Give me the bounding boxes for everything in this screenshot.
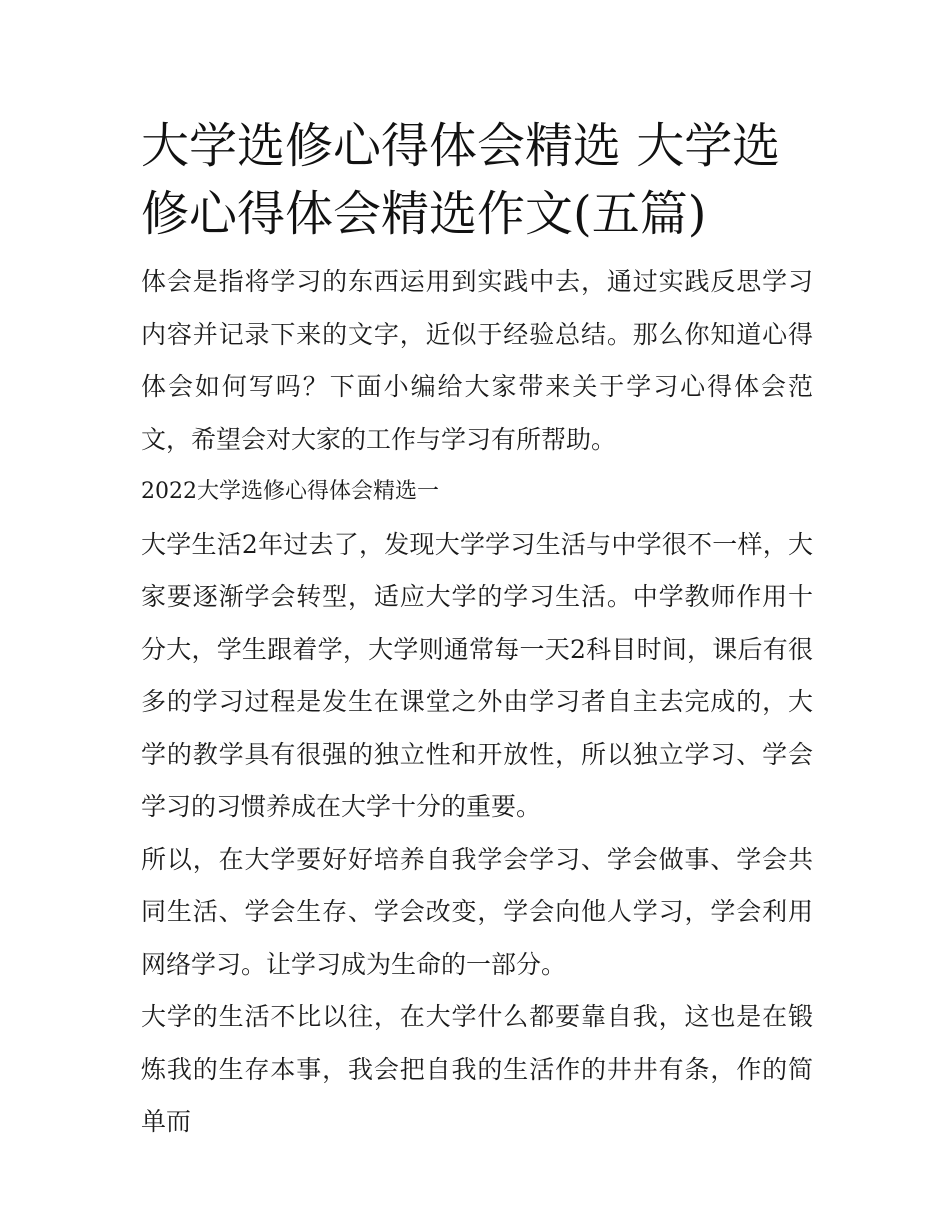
section-heading: 2022大学选修心得体会精选一 bbox=[141, 479, 439, 504]
body-paragraph-3: 大学的生活不比以往，在大学什么都要靠自我，这也是在锻炼我的生存本事，我会把自我的生活作的井井有条，作的简单而 bbox=[141, 1002, 813, 1136]
body-paragraph-1: 大学生活2年过去了，发现大学学习生活与中学很不一样，大家要逐渐学会转型，适应大学的学习生活。中学教师作用十分大，学生跟着学，大学则通常每一天2科目时间，课后有很多的学习过程是发生在课堂之外由学习者自主去完成的，大学的教学具有很强的独立性和开放性，所以独立学习、学会学习的习惯养成在大学十分的重要。 bbox=[141, 529, 813, 821]
intro-paragraph: 体会是指将学习的东西运用到实践中去，通过实践反思学习内容并记录下来的文字，近似于经验总结。那么你知道心得体会如何写吗？下面小编给大家带来关于学习心得体会范文，希望会对大家的工作与学习有所帮助。 bbox=[141, 267, 813, 454]
document-title: 大学选修心得体会精选 大学选修心得体会精选作文(五篇) bbox=[141, 118, 781, 242]
body-paragraph-2: 所以，在大学要好好培养自我学会学习、学会做事、学会共同生活、学会生存、学会改变，学会向他人学习，学会利用网络学习。让学习成为生命的一部分。 bbox=[141, 844, 813, 979]
document-body bbox=[141, 112, 813, 1149]
